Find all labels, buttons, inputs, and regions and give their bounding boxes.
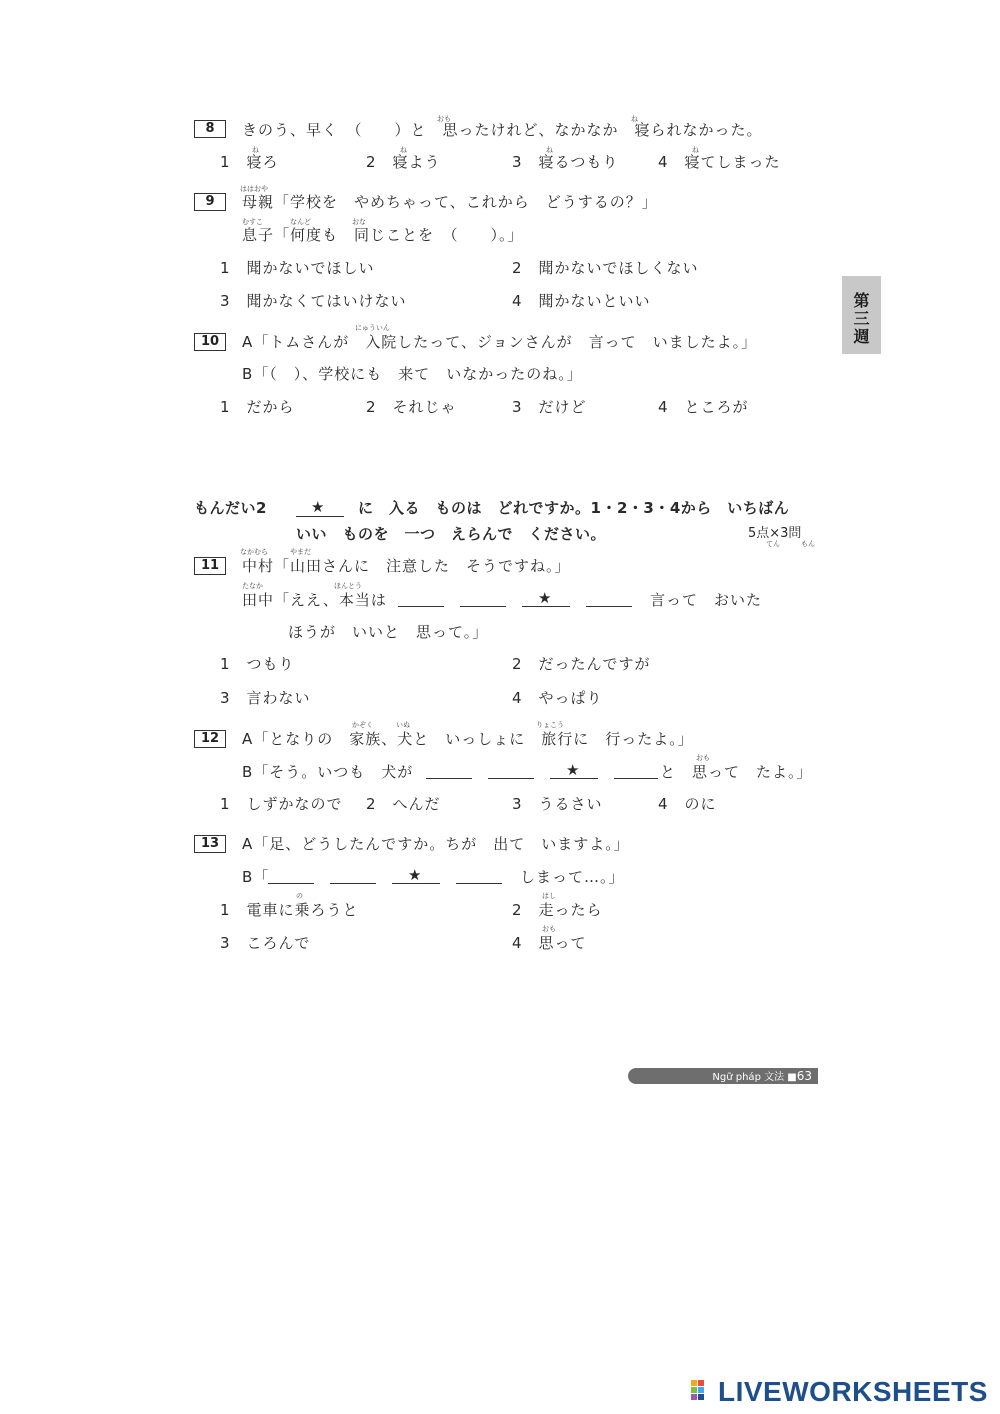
question-12-line-1: A「となりの 家族、犬と いっしょに 旅行に 行ったよ。」 [242, 730, 694, 748]
question-number-8: 8 [194, 120, 226, 138]
question-number-13: 13 [194, 835, 226, 853]
section-2-star: ★ [311, 498, 325, 516]
question-9-option-3[interactable]: 3 聞かなくてはいけない [220, 292, 407, 310]
question-10-option-1[interactable]: 1 だから [220, 398, 295, 416]
question-9-option-4[interactable]: 4 聞かないといい [512, 292, 651, 310]
ruby-ne-opt1: ね [252, 146, 259, 154]
question-12-blank-4[interactable] [614, 778, 658, 779]
ruby-ne-opt3: ね [546, 146, 553, 154]
week-tab-char-3: 週 [853, 327, 870, 346]
question-13-blank-4[interactable] [456, 883, 502, 884]
question-12-option-1[interactable]: 1 しずかなので [220, 795, 343, 813]
question-12-blank-2[interactable] [488, 778, 534, 779]
question-11-option-4[interactable]: 4 やっぱり [512, 689, 603, 707]
question-10-line-1: A「トムさんが 入院したって、ジョンさんが 言って いましたよ。」 [242, 333, 758, 351]
question-11-line-2-end: 言って おいた [650, 591, 763, 609]
ruby-musuko: むすこ [242, 218, 263, 226]
question-11-option-2[interactable]: 2 だったんですが [512, 655, 651, 673]
ruby-nando: なんど [290, 218, 311, 226]
question-number-12: 12 [194, 730, 226, 748]
question-8-option-3[interactable]: 3 寝るつもり [512, 153, 619, 171]
question-number-11: 11 [194, 557, 226, 575]
question-13-line-2-end: しまって…。」 [520, 868, 625, 886]
question-12-option-3[interactable]: 3 うるさい [512, 795, 603, 813]
liveworksheets-watermark: LIVEWORKSHEETS [718, 1376, 988, 1407]
question-13-option-3[interactable]: 3 ころんで [220, 934, 311, 952]
ruby-hahaoya: ははおや [240, 185, 268, 193]
question-13-option-2[interactable]: 2 走ったら [512, 901, 603, 919]
question-11-blank-4[interactable] [586, 606, 632, 607]
ruby-nakamura: なかむら [240, 548, 268, 556]
ruby-ona: おな [352, 218, 366, 226]
question-12-blank-1[interactable] [426, 778, 472, 779]
question-number-10: 10 [194, 333, 226, 351]
footer-label: Ngữ pháp 文法 ■ [712, 1072, 797, 1083]
liveworksheets-logo-icon [691, 1380, 711, 1402]
question-11-line-2-start: 田中「ええ、本当は [242, 591, 387, 609]
question-10-option-2[interactable]: 2 それじゃ [366, 398, 457, 416]
question-11-option-1[interactable]: 1 つもり [220, 655, 295, 673]
ruby-ne: ね [631, 115, 638, 123]
question-13-option-1[interactable]: 1 電車に乗ろうと [220, 901, 359, 919]
section-2-star-blank [296, 516, 344, 517]
question-9-option-2[interactable]: 2 聞かないでほしくない [512, 259, 699, 277]
question-12-star: ★ [566, 761, 580, 779]
ruby-omo: おも [437, 115, 451, 123]
question-12-line-2-start: B「そう。いつも 犬が [242, 763, 414, 781]
ruby-no: の [296, 892, 303, 900]
question-12-option-4[interactable]: 4 のに [658, 795, 717, 813]
week-tab-char-2: 三 [853, 309, 870, 328]
question-12-line-2-end: と 思って たよ。」 [660, 763, 813, 781]
question-13-line-1: A「足、どうしたんですか。ちが 出て いますよ。」 [242, 835, 630, 853]
question-9-line-1: 母親「学校を やめちゃって、これから どうするの？」 [242, 193, 658, 211]
page-number: 63 [796, 1069, 812, 1083]
question-8-option-2[interactable]: 2 寝よう [366, 153, 441, 171]
question-13-option-4[interactable]: 4 思って [512, 934, 587, 952]
question-13-blank-2[interactable] [330, 883, 376, 884]
question-10-option-4[interactable]: 4 ところが [658, 398, 749, 416]
ruby-yamada: やまだ [290, 548, 311, 556]
page-footer-text [712, 1068, 812, 1086]
ruby-inu: いぬ [396, 721, 410, 729]
ruby-tanaka: たなか [242, 582, 263, 590]
ruby-kazoku: かぞく [352, 721, 373, 729]
section-2-label: もんだい2 [194, 499, 267, 517]
question-10-option-3[interactable]: 3 だけど [512, 398, 587, 416]
section-2-instruction-line-2: いい ものを 一つ えらんで ください。 [296, 525, 607, 543]
section-2-instruction-line-1: に 入る ものは どれですか。1・2・3・4から いちばん [358, 499, 790, 517]
question-9-line-2: 息子「何度も 同じことを （ ）。」 [242, 226, 524, 244]
question-8-option-4[interactable]: 4 寝てしまった [658, 153, 781, 171]
question-11-line-1: 中村「山田さんに 注意した そうですね。」 [242, 557, 571, 575]
question-number-9: 9 [194, 193, 226, 211]
ruby-ryokou: りょこう [536, 721, 564, 729]
question-9-option-1[interactable]: 1 聞かないでほしい [220, 259, 375, 277]
question-11-option-3[interactable]: 3 言わない [220, 689, 311, 707]
question-11-line-3: ほうが いいと 思って。」 [288, 623, 489, 641]
ruby-nyuuin: にゅういん [355, 324, 390, 332]
question-11-blank-1[interactable] [398, 606, 444, 607]
question-11-star: ★ [538, 589, 552, 607]
ruby-omo-12: おも [696, 754, 710, 762]
ruby-ne-opt2: ね [400, 146, 407, 154]
page-footer-bar [628, 1068, 818, 1084]
ruby-hontou: ほんとう [334, 582, 362, 590]
ruby-hashi: はし [542, 892, 556, 900]
question-8-stem: きのう、早く （ ）と 思ったけれど、なかなか 寝られなかった。 [242, 121, 763, 139]
question-13-blank-1[interactable] [268, 883, 314, 884]
question-8-option-1[interactable]: 1 寝ろ [220, 153, 279, 171]
week-side-tab [842, 276, 881, 354]
question-11-blank-2[interactable] [460, 606, 506, 607]
question-13-star: ★ [408, 866, 422, 884]
ruby-ne-opt4: ね [692, 146, 699, 154]
question-13-line-2-start: B「 [242, 868, 270, 886]
section-2-points-ruby: てん もん [766, 540, 815, 548]
section-2-points: 5点×3問 [748, 526, 802, 541]
ruby-omo-13: おも [542, 925, 556, 933]
week-tab-char-1: 第 [853, 291, 870, 310]
question-10-line-2: B「（ ）、学校にも 来て いなかったのね。」 [242, 365, 583, 383]
question-12-option-2[interactable]: 2 へんだ [366, 795, 441, 813]
